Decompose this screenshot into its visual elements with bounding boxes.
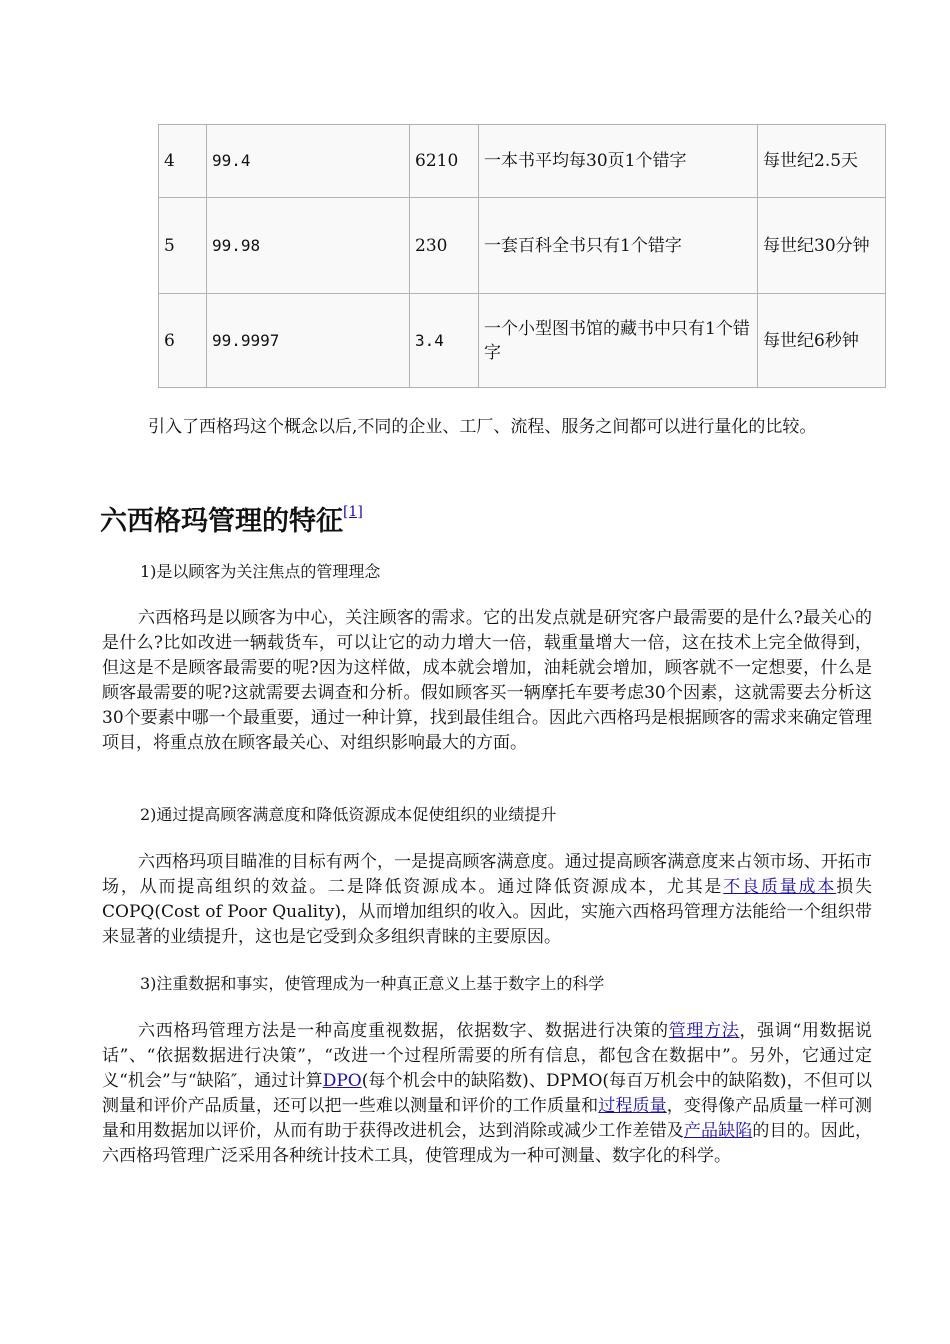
- reference-link[interactable]: [1]: [343, 504, 363, 520]
- time-cell: 每世纪30分钟: [758, 198, 886, 294]
- sigma-level-cell: 6: [159, 294, 207, 388]
- table-row: [159, 125, 886, 198]
- item-heading-2: 2)通过提高顾客满意度和降低资源成本促使组织的业绩提升: [140, 805, 557, 824]
- percent-cell: 99.98: [207, 198, 410, 294]
- paragraph-text: 六西格玛管理方法是一种高度重视数据，依据数字、数据进行决策的: [138, 1021, 669, 1041]
- analogy-cell: 一个小型图书馆的藏书中只有1个错字: [479, 294, 758, 388]
- time-cell: 每世纪2.5天: [758, 125, 886, 198]
- dpo-link[interactable]: DPO: [322, 1071, 362, 1091]
- paragraph-text: ，强调“用数据说话”、“依据数据进行决策”，“改进一个过程所需要的所有信息，都包含在数据中”。另外，它通过定义“机会”与“缺陷″，通过计算: [102, 1021, 873, 1091]
- paragraph-text: 损失COPQ(Cost of Poor Quality)，从而增加组织的收入。因此，实施六西格玛管理方法能给一个组织带来显著的业绩提升，这也是它受到众多组织青睐的主要原因。: [102, 877, 873, 947]
- item-paragraph-2: [102, 850, 872, 950]
- paragraph-text: 的目的。因此，六西格玛管理广泛采用各种统计技术工具，使管理成为一种可测量、数字化的科学。: [102, 1121, 873, 1166]
- sigma-level-cell: 4: [159, 125, 207, 198]
- section-title-text: 六西格玛管理的特征: [100, 506, 343, 537]
- sigma-level-cell: 5: [159, 198, 207, 294]
- dpmo-cell: 3.4: [410, 294, 479, 388]
- management-method-link[interactable]: 管理方法: [668, 1021, 740, 1041]
- analogy-cell: 一套百科全书只有1个错字: [479, 198, 758, 294]
- dpmo-cell: 230: [410, 198, 479, 294]
- item-heading-3: 3)注重数据和事实，使管理成为一种真正意义上基于数字上的科学: [140, 974, 605, 993]
- paragraph-text: (每个机会中的缺陷数)、DPMO(每百万机会中的缺陷数)，不但可以测量和评价产品质量，还可以把一些难以测量和评价的工作质量和: [102, 1071, 872, 1116]
- percent-cell: 99.9997: [207, 294, 410, 388]
- table-row: [159, 198, 886, 294]
- product-defect-link[interactable]: 产品缺陷: [683, 1121, 753, 1141]
- item-paragraph-3: [102, 1019, 872, 1169]
- item-heading-1: 1)是以顾客为关注焦点的管理理念: [140, 562, 381, 581]
- table-row: [159, 294, 886, 388]
- paragraph-text: ，变得像产品质量一样可测量和用数据加以评价，从而有助于获得改进机会，达到消除或减少工作差错及: [102, 1096, 873, 1141]
- item-paragraph-1: 六西格玛是以顾客为中心，关注顾客的需求。它的出发点就是研究客户最需要的是什么?最关心的是什么?比如改进一辆载货车，可以让它的动力增大一倍，载重量增大一倍，这在技术上完全做得到，但这是不是顾客最需要的呢?因为这样做，成本就会增加，油耗就会增加，顾客就不一定想要，什么是顾客最需要的呢?这就需要去调查和分析。假如顾客买一辆摩托车要考虑30个因素，这就需要去分析这30个要素中哪一个最重要，通过一种计算，找到最佳组合。因此六西格玛是根据顾客的需求来确定管理项目，将重点放在顾客最关心、对组织影响最大的方面。: [102, 608, 872, 753]
- time-cell: 每世纪6秒钟: [758, 294, 886, 388]
- process-quality-link[interactable]: 过程质量: [598, 1096, 667, 1116]
- paragraph-text: 六西格玛项目瞄准的目标有两个，一是提高顾客满意度。通过提高顾客满意度来占领市场、开拓市场，从而提高组织的效益。二是降低资源成本。通过降低资源成本，尤其是: [102, 852, 872, 897]
- dpmo-cell: 6210: [410, 125, 479, 198]
- section-title: [100, 492, 363, 542]
- poor-quality-cost-link[interactable]: 不良质量成本: [723, 877, 837, 897]
- percent-cell: 99.4: [207, 125, 410, 198]
- analogy-cell: 一本书平均每30页1个错字: [479, 125, 758, 198]
- intro-paragraph: 引入了西格玛这个概念以后,不同的企业、工厂、流程、服务之间都可以进行量化的比较。: [148, 417, 817, 437]
- sigma-table: [158, 124, 886, 388]
